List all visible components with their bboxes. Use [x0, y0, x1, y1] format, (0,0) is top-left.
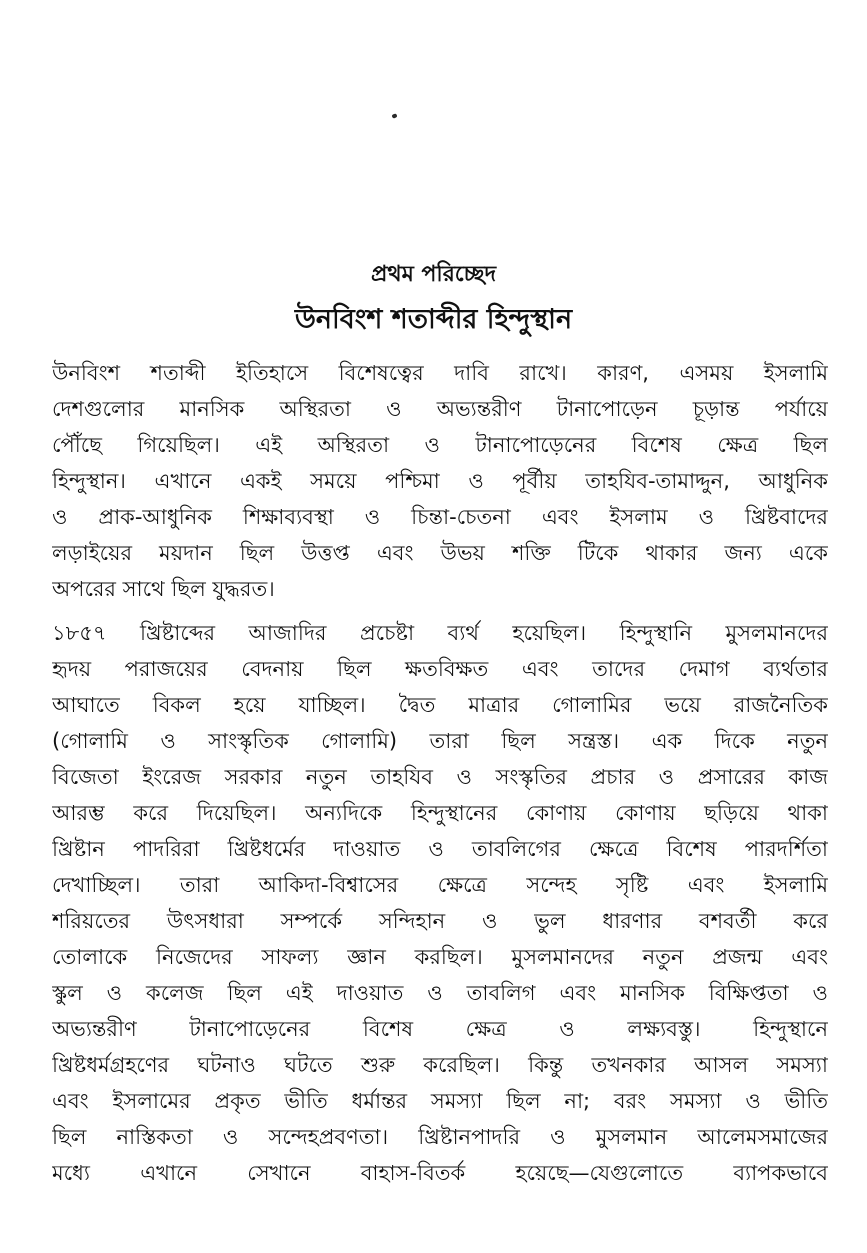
text-line: স্কুল ও কলেজ ছিল এই দাওয়াত ও তাবলিগ এবং মানসিক বিক্ষিপ্ততা ও: [52, 981, 828, 1005]
text-line: দেশগুলোর মানসিক অস্থিরতা ও অভ্যন্তরীণ টানাপোড়েন চূড়ান্ত পর্যায়ে: [52, 397, 828, 421]
text-line: এবং ইসলামের প্রকৃত ভীতি ধর্মান্তর সমস্যা ছিল না; বরং সমস্যা ও ভীতি: [52, 1089, 828, 1113]
text-line: আঘাতে বিকল হয়ে যাচ্ছিল। দ্বৈত মাত্রার গোলামির ভয়ে রাজনৈতিক: [52, 693, 828, 717]
text-line: আরম্ভ করে দিয়েছিল। অন্যদিকে হিন্দুস্থানের কোণায় কোণায় ছড়িয়ে থাকা: [52, 801, 828, 825]
text-line: মধ্যে এখানে সেখানে বাহাস-বিতর্ক হয়েছে—যেগুলোতে ব্যাপকভাবে: [52, 1161, 828, 1185]
text-line: শরিয়তের উৎসধারা সম্পর্কে সন্দিহান ও ভুল ধারণার বশবর্তী করে: [52, 909, 828, 933]
text-line: অপরের সাথে ছিল যুদ্ধরত।: [52, 577, 275, 601]
text-line: খ্রিষ্টান পাদরিরা খ্রিষ্টধর্মের দাওয়াত ও তাবলিগের ক্ষেত্রে বিশেষ পারদর্শিতা: [52, 837, 828, 861]
text-line: (গোলামি ও সাংস্কৃতিক গোলামি) তারা ছিল সন্ত্রস্ত। এক দিকে নতুন: [52, 729, 828, 753]
text-line: খ্রিষ্টধর্মগ্রহণের ঘটনাও ঘটতে শুরু করেছিল। কিন্তু তখনকার আসল সমস্যা: [52, 1053, 828, 1077]
text-line: ১৮৫৭ খ্রিষ্টাব্দের আজাদির প্রচেষ্টা ব্যর্থ হয়েছিল। হিন্দুস্থানি মুসলমানদের: [52, 621, 828, 645]
text-line: হিন্দুস্থান। এখানে একই সময়ে পশ্চিমা ও পূর্বীয় তাহযিব-তামাদ্দুন, আধুনিক: [52, 469, 828, 493]
text-line: দেখাচ্ছিল। তারা আকিদা-বিশ্বাসের ক্ষেত্রে সন্দেহ সৃষ্টি এবং ইসলামি: [52, 873, 828, 897]
text-line: হৃদয় পরাজয়ের বেদনায় ছিল ক্ষতবিক্ষত এবং তাদের দেমাগ ব্যর্থতার: [52, 657, 828, 681]
text-line: ও প্রাক-আধুনিক শিক্ষাব্যবস্থা ও চিন্তা-চেতনা এবং ইসলাম ও খ্রিষ্টবাদের: [52, 505, 828, 529]
chapter-title: উনবিংশ শতাব্দীর হিন্দুস্থান: [294, 304, 573, 335]
body-text: [52, 355, 828, 1191]
ink-speck: [391, 113, 397, 119]
paragraph-2: [52, 615, 828, 1191]
chapter-label: প্রথম পরিচ্ছেদ: [370, 262, 497, 287]
text-line: তোলাকে নিজেদের সাফল্য জ্ঞান করছিল। মুসলমানদের নতুন প্রজন্ম এবং: [52, 945, 828, 969]
text-line: লড়াইয়ের ময়দান ছিল উত্তপ্ত এবং উভয় শক্তি টিকে থাকার জন্য একে: [52, 541, 828, 565]
text-line: ছিল নাস্তিকতা ও সন্দেহপ্রবণতা। খ্রিষ্টানপাদরি ও মুসলমান আলেমসমাজের: [52, 1125, 828, 1149]
text-line: বিজেতা ইংরেজ সরকার নতুন তাহযিব ও সংস্কৃতির প্রচার ও প্রসারের কাজ: [52, 765, 828, 789]
text-line: অভ্যন্তরীণ টানাপোড়েনের বিশেষ ক্ষেত্র ও লক্ষ্যবস্তু। হিন্দুস্থানে: [52, 1017, 828, 1041]
text-line: পৌঁছে গিয়েছিল। এই অস্থিরতা ও টানাপোড়েনের বিশেষ ক্ষেত্র ছিল: [52, 433, 828, 457]
text-line: উনবিংশ শতাব্দী ইতিহাসে বিশেষত্বের দাবি রাখে। কারণ, এসময় ইসলামি: [52, 361, 828, 385]
paragraph-1: [52, 355, 828, 607]
